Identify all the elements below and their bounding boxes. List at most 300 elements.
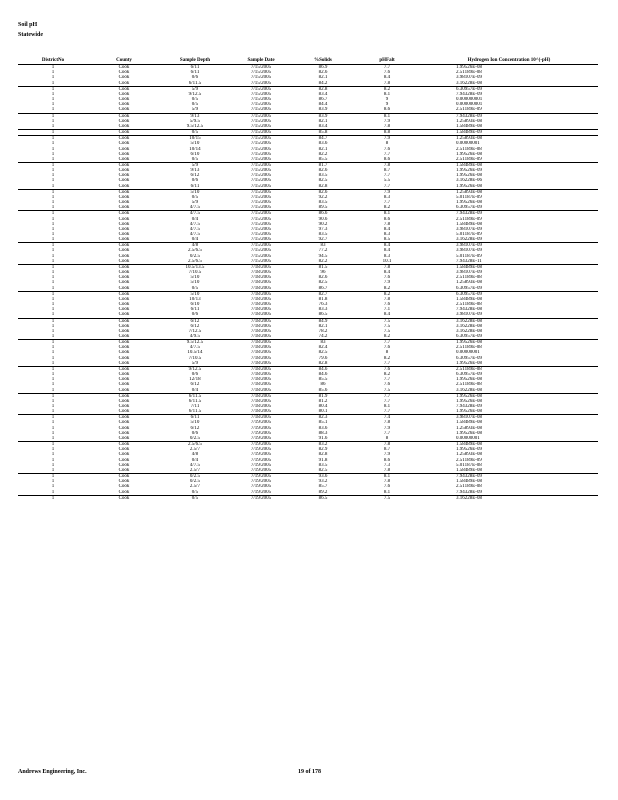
cell-sample-depth: 0/4 [191, 457, 199, 463]
cell-solids: 85.8 [292, 130, 354, 136]
cell-solids: 83.4 [318, 91, 328, 97]
cell-district: 1 [51, 168, 55, 174]
cell-district: 1 [51, 248, 55, 254]
cell-hydrogen-ion: 1.99526E-08 [456, 430, 482, 436]
cell-solids: 85.6 [318, 387, 328, 393]
cell-district: 1 [18, 340, 88, 346]
cell-sample-depth: 5/10 [160, 291, 230, 297]
col-header-district: DistrictNo [18, 58, 88, 65]
cell-county: Cook [118, 80, 130, 86]
cell-ph: 7.4 [354, 415, 420, 421]
cell-sample-date: 7/19/2005 [250, 452, 272, 458]
cell-hydrogen-ion: 1.99526E-08 [456, 151, 482, 157]
cell-ph: 7.8 [383, 221, 391, 227]
cell-sample-date: 7/19/2005 [250, 447, 272, 453]
cell-solids: 86 [320, 382, 326, 388]
cell-hydrogen-ion: 6.30957E-09 [420, 291, 598, 297]
cell-solids: 82.5 [318, 350, 328, 356]
cell-sample-depth: 10.5/13.5 [160, 264, 230, 270]
cell-hydrogen-ion: 1.99526E-08 [420, 393, 598, 399]
cell-district: 1 [51, 296, 55, 302]
cell-district: 1 [51, 173, 55, 179]
cell-sample-depth: 2.5/7 [189, 467, 201, 473]
cell-hydrogen-ion: 2.51189E-09 [456, 457, 482, 463]
cell-ph: 7.7 [383, 409, 391, 415]
cell-hydrogen-ion: 1.99526E-08 [456, 173, 482, 179]
cell-county: Cook [118, 102, 130, 108]
cell-sample-date: 7/15/2005 [250, 168, 272, 174]
cell-district: 1 [51, 141, 55, 147]
cell-hydrogen-ion: 1.58489E-08 [456, 467, 482, 473]
cell-sample-depth: 9/12.5 [160, 366, 230, 372]
cell-ph: 8.6 [383, 216, 391, 222]
cell-hydrogen-ion: 3.16228E-08 [456, 323, 482, 329]
cell-county: Cook [88, 495, 160, 501]
cell-district: 1 [51, 205, 55, 211]
cell-solids: 84.4 [318, 102, 328, 108]
cell-sample-depth: 4/7.5 [189, 226, 201, 232]
cell-hydrogen-ion: 7.94328E-09 [420, 211, 598, 217]
cell-ph: 7.8 [383, 420, 391, 426]
cell-sample-depth: 0/5 [160, 495, 230, 501]
cell-county: Cook [118, 462, 130, 468]
cell-ph: 7.9 [354, 136, 420, 142]
cell-hydrogen-ion: 1.25893E-08 [420, 136, 598, 142]
cell-hydrogen-ion: 7.94328E-11 [456, 258, 482, 264]
cell-sample-date: 7/18/2005 [250, 285, 272, 291]
cell-hydrogen-ion: 3.16228E-08 [456, 80, 482, 86]
cell-hydrogen-ion: 6.30957E-09 [456, 285, 482, 291]
cell-county: Cook [118, 382, 130, 388]
cell-sample-date: 7/18/2005 [250, 280, 272, 286]
cell-county: Cook [88, 366, 160, 372]
cell-sample-date: 7/15/2005 [250, 107, 272, 113]
cell-county: Cook [118, 328, 130, 334]
cell-solids: 78.2 [318, 328, 328, 334]
cell-county: Cook [118, 360, 130, 366]
cell-ph: 8.3 [383, 232, 391, 237]
cell-district: 1 [51, 420, 55, 426]
cell-county: Cook [118, 377, 130, 383]
cell-district: 1 [18, 393, 88, 399]
cell-ph: 8 [385, 141, 389, 147]
cell-ph: 7.7 [383, 151, 391, 157]
cell-county: Cook [118, 173, 130, 179]
cell-district: 1 [51, 253, 55, 259]
cell-district: 1 [51, 355, 55, 361]
cell-district: 1 [51, 345, 55, 351]
cell-sample-date: 7/15/2005 [230, 86, 292, 92]
cell-hydrogen-ion: 1.99526E-08 [456, 200, 482, 206]
cell-hydrogen-ion: 7.94328E-09 [420, 474, 598, 480]
cell-district: 1 [51, 328, 55, 334]
cell-district: 1 [51, 323, 55, 329]
cell-county: Cook [88, 243, 160, 249]
cell-sample-depth: 5/10 [190, 141, 200, 147]
cell-ph: 8.1 [354, 113, 420, 119]
cell-sample-date: 7/18/2005 [230, 366, 292, 372]
cell-sample-depth: 2.5/6.5 [188, 248, 202, 254]
cell-district: 1 [51, 285, 55, 291]
cell-ph: 8.2 [354, 86, 420, 92]
cell-hydrogen-ion: 0.00000001 [456, 350, 480, 356]
cell-solids: 92.7 [318, 237, 328, 243]
cell-county: Cook [118, 425, 130, 431]
report-subtitle: Statewide [18, 32, 43, 38]
cell-district: 1 [51, 65, 55, 71]
cell-ph: 8.4 [383, 270, 391, 276]
cell-sample-depth: 4/9.5 [189, 333, 201, 339]
cell-sample-depth: 4/8 [191, 452, 199, 458]
cell-solids: 81.7 [292, 162, 354, 168]
cell-district: 1 [51, 302, 55, 308]
cell-hydrogen-ion: 3.16228E-08 [456, 387, 482, 393]
cell-sample-depth: 0/4 [191, 387, 199, 393]
cell-solids: 80.4 [318, 404, 328, 409]
cell-ph: 8.7 [383, 168, 391, 174]
cell-sample-date: 7/18/2005 [250, 333, 272, 339]
cell-county: Cook [118, 258, 130, 264]
cell-county: Cook [88, 340, 160, 346]
cell-hydrogen-ion: 5.01187E-09 [456, 232, 482, 237]
cell-county: Cook [118, 420, 130, 426]
cell-ph: 8.4 [383, 248, 391, 254]
cell-ph: 7.9 [383, 280, 391, 286]
cell-solids: 84.9 [292, 318, 354, 324]
cell-sample-depth: 0/5 [191, 489, 199, 495]
cell-sample-date: 7/15/2005 [250, 178, 272, 184]
cell-district: 1 [51, 221, 55, 227]
cell-district: 1 [51, 307, 55, 313]
cell-hydrogen-ion: 3.16228E-08 [420, 318, 598, 324]
cell-ph: 7.1 [383, 307, 391, 313]
footer-company: Andrews Engineering, Inc. [18, 769, 87, 775]
cell-ph: 7.6 [383, 146, 391, 152]
cell-sample-depth: 9/13 [160, 113, 230, 119]
cell-solids: 96 [320, 270, 326, 276]
cell-sample-date: 7/18/2005 [250, 387, 272, 393]
cell-hydrogen-ion: 0.000000001 [456, 97, 483, 103]
cell-sample-depth: 7/11 [190, 404, 200, 409]
cell-county: Cook [118, 435, 130, 441]
cell-ph: 7.7 [383, 360, 391, 366]
cell-ph: 7.7 [383, 65, 391, 71]
cell-county: Cook [118, 452, 130, 458]
cell-ph: 8.4 [383, 312, 391, 318]
cell-solids: 91.6 [318, 435, 328, 441]
cell-sample-depth: 0/6 [191, 312, 199, 318]
cell-solids: 83.5 [318, 232, 328, 237]
cell-district: 1 [51, 146, 55, 152]
cell-hydrogen-ion: 3.98107E-09 [456, 226, 482, 232]
cell-county: Cook [118, 183, 130, 189]
cell-ph: 7.7 [383, 200, 391, 206]
cell-sample-date: 7/19/2005 [230, 495, 292, 501]
cell-county: Cook [118, 372, 130, 378]
cell-sample-date: 7/15/2005 [250, 65, 272, 71]
cell-county: Cook [118, 307, 130, 313]
cell-solids: 79.6 [318, 355, 328, 361]
cell-sample-date: 7/18/2005 [230, 318, 292, 324]
cell-hydrogen-ion: 5.01187E-09 [456, 194, 482, 200]
cell-county: Cook [118, 285, 130, 291]
cell-county: Cook [118, 275, 130, 281]
cell-district: 1 [18, 291, 88, 297]
cell-county: Cook [88, 264, 160, 270]
cell-sample-date: 7/19/2005 [250, 479, 272, 485]
cell-county: Cook [118, 200, 130, 206]
cell-solids: 84.7 [292, 136, 354, 142]
cell-sample-depth: 0/5 [191, 285, 199, 291]
cell-hydrogen-ion: 1.58489E-08 [456, 296, 482, 302]
cell-ph: 7.5 [383, 328, 391, 334]
cell-solids: 82.7 [292, 291, 354, 297]
cell-ph: 8 [385, 350, 389, 356]
cell-district: 1 [18, 474, 88, 480]
cell-sample-depth: 2.5/7 [189, 484, 201, 490]
cell-county: Cook [88, 130, 160, 136]
cell-hydrogen-ion: 5.01187E-09 [456, 253, 482, 259]
cell-sample-depth: 6/11.5 [160, 393, 230, 399]
cell-ph: 7.8 [383, 479, 391, 485]
cell-sample-date: 7/19/2005 [250, 462, 272, 468]
cell-sample-date: 7/19/2005 [250, 435, 272, 441]
cell-solids: 82.6 [318, 168, 328, 174]
cell-ph: 9 [385, 97, 389, 103]
table-header [18, 58, 598, 65]
cell-ph: 9 [385, 102, 389, 108]
cell-sample-depth: 7/12.5 [188, 328, 202, 334]
cell-sample-date: 7/15/2005 [250, 141, 272, 147]
cell-ph: 7.5 [383, 387, 391, 393]
cell-hydrogen-ion: 2.51189E-08 [456, 275, 482, 281]
cell-sample-depth: 10/14 [189, 146, 201, 152]
cell-sample-depth: 0/4 [191, 237, 199, 243]
cell-hydrogen-ion: 2.51189E-09 [456, 156, 482, 162]
cell-solids: 97.3 [318, 226, 328, 232]
cell-county: Cook [118, 404, 130, 409]
cell-sample-date: 7/15/2005 [250, 248, 272, 254]
cell-county: Cook [88, 189, 160, 195]
cell-solids: 81.9 [292, 393, 354, 399]
cell-sample-date: 7/19/2005 [230, 474, 292, 480]
cell-district: 1 [51, 226, 55, 232]
cell-solids: 85.1 [318, 420, 328, 426]
cell-county: Cook [88, 162, 160, 168]
cell-county: Cook [118, 270, 130, 276]
cell-hydrogen-ion: 2.51189E-08 [456, 70, 482, 76]
cell-hydrogen-ion: 1.99526E-08 [456, 183, 482, 189]
cell-sample-depth: 9.5/12.5 [160, 340, 230, 346]
cell-county: Cook [88, 291, 160, 297]
cell-sample-depth: 0/6 [191, 430, 199, 436]
cell-ph: 7.9 [383, 452, 391, 458]
cell-solids: 83.6 [318, 141, 328, 147]
cell-county: Cook [118, 489, 130, 495]
cell-sample-date: 7/15/2005 [250, 151, 272, 157]
cell-ph: 7.6 [383, 345, 391, 351]
footer-page-number: 19 of 178 [298, 769, 321, 775]
cell-district: 1 [51, 404, 55, 409]
cell-sample-date: 7/15/2005 [230, 136, 292, 142]
cell-county: Cook [118, 107, 130, 113]
cell-county: Cook [118, 194, 130, 200]
cell-ph: 7.6 [383, 70, 391, 76]
cell-solids: 85.7 [318, 484, 328, 490]
cell-sample-date: 7/15/2005 [250, 216, 272, 222]
cell-district: 1 [51, 382, 55, 388]
cell-solids: 85.5 [318, 156, 328, 162]
cell-sample-depth: 5/10 [190, 420, 200, 426]
cell-sample-depth: 6/11.5 [188, 398, 202, 404]
cell-solids: 83.9 [292, 113, 354, 119]
cell-sample-date: 7/15/2005 [230, 113, 292, 119]
cell-solids: 77.2 [318, 248, 328, 254]
cell-hydrogen-ion: 1.25893E-08 [456, 118, 482, 124]
cell-county: Cook [118, 216, 130, 222]
cell-ph: 7.7 [383, 377, 391, 383]
cell-sample-date: 7/15/2005 [250, 226, 272, 232]
cell-ph: 8.2 [383, 285, 391, 291]
cell-county: Cook [118, 447, 130, 453]
cell-county: Cook [118, 226, 130, 232]
cell-sample-depth: 0/2.5 [189, 435, 201, 441]
cell-county: Cook [118, 355, 130, 361]
cell-sample-depth: 5/9 [191, 200, 199, 206]
cell-sample-depth: 2.5/6.5 [160, 442, 230, 448]
cell-sample-depth: 6/11 [160, 415, 230, 421]
cell-sample-date: 7/15/2005 [250, 232, 272, 237]
cell-district: 1 [51, 107, 55, 113]
cell-hydrogen-ion: 3.98107E-09 [456, 312, 482, 318]
cell-sample-depth: 7/10.5 [188, 270, 202, 276]
cell-hydrogen-ion: 1.58489E-08 [420, 442, 598, 448]
cell-solids: 84.6 [292, 366, 354, 372]
cell-district: 1 [51, 398, 55, 404]
cell-ph: 8.2 [383, 205, 391, 211]
cell-hydrogen-ion: 1.25893E-08 [456, 452, 482, 458]
cell-district: 1 [51, 270, 55, 276]
cell-hydrogen-ion: 3.16228E-08 [420, 495, 598, 501]
cell-sample-depth: 0/5 [191, 102, 199, 108]
cell-solids: 81.5 [292, 264, 354, 270]
cell-sample-depth: 0/5 [191, 97, 199, 103]
cell-district: 1 [51, 457, 55, 463]
cell-hydrogen-ion: 3.16228E-08 [456, 328, 482, 334]
cell-sample-depth: 0/4 [191, 216, 199, 222]
cell-district: 1 [51, 372, 55, 378]
cell-hydrogen-ion: 2.51189E-08 [456, 484, 482, 490]
cell-ph: 7.8 [383, 80, 391, 86]
cell-sample-depth: 4/8 [160, 243, 230, 249]
cell-sample-date: 7/18/2005 [230, 264, 292, 270]
cell-county: Cook [118, 97, 130, 103]
cell-district: 1 [51, 80, 55, 86]
cell-county: Cook [118, 345, 130, 351]
cell-solids: 83.4 [318, 123, 328, 129]
cell-ph: 7.6 [383, 275, 391, 281]
cell-solids: 82.4 [318, 345, 328, 351]
cell-solids: 82.5 [318, 178, 328, 184]
cell-sample-date: 7/15/2005 [250, 70, 272, 76]
cell-sample-date: 7/18/2005 [250, 275, 272, 281]
cell-sample-depth: 4/7.5 [189, 205, 201, 211]
cell-county: Cook [88, 113, 160, 119]
cell-sample-depth: 6/12 [190, 173, 200, 179]
cell-sample-depth: 0/6 [191, 372, 199, 378]
cell-sample-date: 7/19/2005 [230, 442, 292, 448]
cell-ph: 7.7 [354, 340, 420, 346]
cell-solids: 74.2 [318, 333, 328, 339]
cell-hydrogen-ion: 0.00000001 [456, 435, 480, 441]
cell-district: 1 [51, 91, 55, 97]
cell-county: Cook [118, 168, 130, 174]
cell-sample-date: 7/19/2005 [250, 484, 272, 490]
cell-hydrogen-ion: 1.99526E-08 [456, 409, 482, 415]
cell-hydrogen-ion: 3.98107E-09 [456, 75, 482, 81]
soil-ph-table [18, 58, 598, 501]
cell-county: Cook [88, 211, 160, 217]
cell-county: Cook [88, 318, 160, 324]
cell-sample-depth: 6/11 [190, 183, 200, 189]
cell-sample-depth: 6/10 [190, 151, 200, 157]
cell-county: Cook [118, 232, 130, 237]
cell-ph: 7.9 [383, 118, 391, 124]
cell-ph: 5.5 [383, 178, 391, 184]
cell-hydrogen-ion: 1.58489E-08 [420, 162, 598, 168]
cell-district: 1 [51, 280, 55, 286]
cell-district: 1 [51, 118, 55, 124]
cell-ph: 8.6 [383, 107, 391, 113]
cell-sample-depth: 6/11 [190, 65, 200, 71]
cell-district: 1 [51, 350, 55, 356]
cell-district: 1 [18, 495, 88, 501]
cell-district: 1 [51, 333, 55, 339]
cell-solids: 83 [292, 340, 354, 346]
cell-ph: 7.7 [383, 398, 391, 404]
cell-district: 1 [51, 75, 55, 81]
cell-solids: 82.8 [318, 452, 328, 458]
cell-hydrogen-ion: 1.99526E-09 [456, 447, 482, 453]
cell-ph: 7.6 [383, 484, 391, 490]
cell-district: 1 [51, 216, 55, 222]
cell-solids: 80.1 [318, 409, 328, 415]
cell-sample-date: 7/18/2005 [250, 409, 272, 415]
cell-solids: 94.5 [318, 253, 328, 259]
report-title: Soil pH [18, 22, 38, 28]
cell-ph: 7.5 [354, 495, 420, 501]
cell-ph: 7.6 [354, 366, 420, 372]
cell-sample-date: 7/15/2005 [230, 130, 292, 136]
cell-solids: 81.2 [318, 398, 328, 404]
cell-county: Cook [118, 146, 130, 152]
cell-district: 1 [18, 366, 88, 372]
cell-district: 1 [18, 86, 88, 92]
cell-county: Cook [118, 221, 130, 227]
cell-district: 1 [51, 70, 55, 76]
cell-ph: 8.3 [383, 194, 391, 200]
cell-hydrogen-ion: 1.58489E-08 [420, 264, 598, 270]
cell-ph: 8.2 [383, 333, 391, 339]
cell-solids: 83.6 [318, 425, 328, 431]
cell-county: Cook [118, 123, 130, 129]
cell-hydrogen-ion: 0.000000001 [456, 102, 483, 108]
cell-sample-date: 7/15/2005 [250, 253, 272, 259]
cell-sample-date: 7/15/2005 [250, 123, 272, 129]
cell-county: Cook [118, 70, 130, 76]
cell-county: Cook [118, 457, 130, 463]
cell-solids: 83.5 [318, 462, 328, 468]
